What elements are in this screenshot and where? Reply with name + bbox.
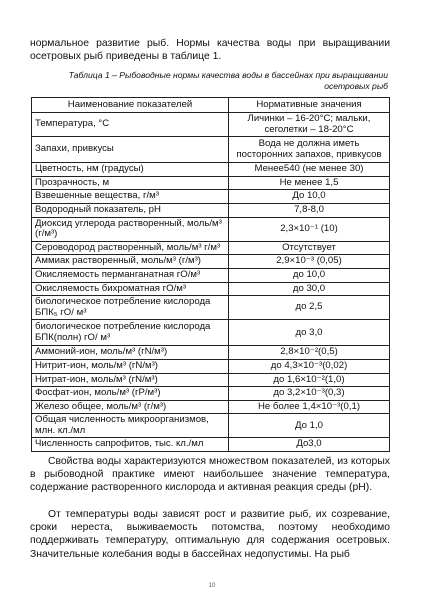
table-caption: Таблица 1 – Рыбоводные нормы качества воды в бассейнах при выращивании осетровых рыб xyxy=(68,70,388,91)
indicator-cell: Железо общее, моль/м³ (г/м³) xyxy=(32,400,229,414)
indicator-cell: Аммоний-ион, моль/м³ (гN/м³) xyxy=(32,346,229,360)
norm-value-cell: Личинки – 16-20°С; мальки, сеголетки – 18-20°С xyxy=(229,113,390,137)
indicator-cell: Диоксид углерода растворенный, моль/м³ (г/м³) xyxy=(32,217,229,241)
table-row xyxy=(32,359,390,373)
norm-value-cell: 2,8×10⁻²(0,5) xyxy=(229,346,390,360)
page-number: 10 xyxy=(208,583,216,589)
table-row xyxy=(32,176,390,190)
norm-value-cell: До 1,0 xyxy=(229,414,390,438)
norm-value-cell: Менее540 (не менее 30) xyxy=(229,163,390,177)
table-row xyxy=(32,387,390,401)
norm-value-cell: 2,3×10⁻¹ (10) xyxy=(229,217,390,241)
body-paragraph-1: Свойства воды характеризуются множеством показателей, из которых в рыбоводной практике имеют наибольшее значение температура, содержание растворенного кислорода и активная реакция среды (рН). xyxy=(30,456,390,494)
table-row xyxy=(32,282,390,296)
norm-value-cell: 7,8-8,0 xyxy=(229,203,390,217)
table-row xyxy=(32,217,390,241)
indicator-cell: Окисляемость бихроматная гО/м³ xyxy=(32,282,229,296)
table-row xyxy=(32,268,390,282)
norm-value-cell: до 1,6×10⁻²(1,0) xyxy=(229,373,390,387)
norm-value-cell: до 4,3×10⁻³(0,02) xyxy=(229,359,390,373)
norm-value-cell: 2,9×10⁻³ (0,05) xyxy=(229,255,390,269)
table-row xyxy=(32,241,390,255)
table-row xyxy=(32,373,390,387)
norm-value-cell: до 30,0 xyxy=(229,282,390,296)
table-header-row xyxy=(32,98,390,113)
table-row xyxy=(32,400,390,414)
table-body xyxy=(32,113,390,452)
table-row xyxy=(32,438,390,452)
indicator-cell: Температура, °С xyxy=(32,113,229,137)
indicator-cell: Численность сапрофитов, тыс. кл./мл xyxy=(32,438,229,452)
indicator-cell: Нитрит-ион, моль/м³ (гN/м³) xyxy=(32,359,229,373)
norm-value-cell: Отсутствует xyxy=(229,241,390,255)
water-quality-table xyxy=(31,97,390,452)
indicator-cell: Фосфат-ион, моль/м³ (гР/м³) xyxy=(32,387,229,401)
indicator-cell: Прозрачность, м xyxy=(32,176,229,190)
table-row xyxy=(32,320,390,346)
indicator-cell: Взвешенные вещества, г/м³ xyxy=(32,190,229,204)
indicator-cell: биологическое потребление кислорода БПК(полн) гО/ м³ xyxy=(32,320,229,346)
table-row xyxy=(32,346,390,360)
norm-value-cell: до 2,5 xyxy=(229,296,390,320)
indicator-cell: биологическое потребление кислорода БПК₅ гО/ м³ xyxy=(32,296,229,320)
table-row xyxy=(32,137,390,163)
indicator-cell: Нитрат-ион, моль/м³ (гN/м³) xyxy=(32,373,229,387)
indicator-cell: Окисляемость перманганатная гО/м³ xyxy=(32,268,229,282)
indicator-cell: Общая численность микроорганизмов, млн. кл./мл xyxy=(32,414,229,438)
table-row xyxy=(32,296,390,320)
table-row xyxy=(32,190,390,204)
header-indicator: Наименование показателей xyxy=(32,98,229,113)
indicator-cell: Сероводород растворенный, моль/м³ г/м³ xyxy=(32,241,229,255)
table-row xyxy=(32,163,390,177)
norm-value-cell: до 3,0 xyxy=(229,320,390,346)
norm-value-cell: Не менее 1,5 xyxy=(229,176,390,190)
body-paragraph-2: От температуры воды зависят рост и развитие рыб, их созревание, сроки нереста, выживаемость потомства, поэтому необходимо поддерживать температуру, оптимальную для содержания осетровых. Значительные колебания воды в бассейнах недопустимы. На рыб xyxy=(30,509,390,560)
norm-value-cell: Не более 1,4×10⁻³(0,1) xyxy=(229,400,390,414)
intro-paragraph: нормальное развитие рыб. Нормы качества воды при выращивании осетровых рыб приведены в таблице 1. xyxy=(30,38,390,63)
header-norm: Нормативные значения xyxy=(229,98,390,113)
indicator-cell: Запахи, привкусы xyxy=(32,137,229,163)
indicator-cell: Цветность, нм (градусы) xyxy=(32,163,229,177)
table-row xyxy=(32,113,390,137)
norm-value-cell: до 10,0 xyxy=(229,268,390,282)
indicator-cell: Аммиак растворенный, моль/м³ (г/м³) xyxy=(32,255,229,269)
table-row xyxy=(32,414,390,438)
table-row xyxy=(32,203,390,217)
indicator-cell: Водородный показатель, pH xyxy=(32,203,229,217)
norm-value-cell: до 3,2×10⁻³(0,3) xyxy=(229,387,390,401)
table-row xyxy=(32,255,390,269)
norm-value-cell: До 10,0 xyxy=(229,190,390,204)
norm-value-cell: До3,0 xyxy=(229,438,390,452)
norm-value-cell: Вода не должна иметь посторонних запахов, привкусов xyxy=(229,137,390,163)
